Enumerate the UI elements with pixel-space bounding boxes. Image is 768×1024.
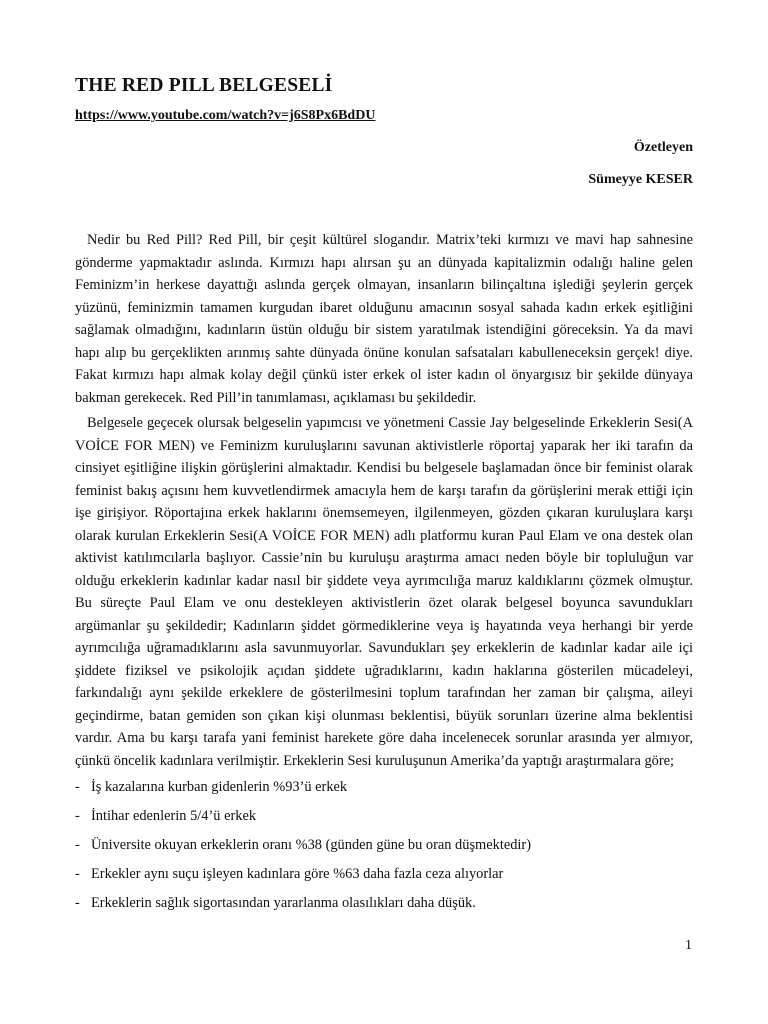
list-item-text: Erkeklerin sağlık sigortasından yararlanma olasılıkları daha düşük. xyxy=(91,895,476,911)
list-item-text: Üniversite okuyan erkeklerin oranı %38 (günden güne bu oran düşmektedir) xyxy=(91,837,531,853)
list-item-text: İş kazalarına kurban gidenlerin %93’ü erkek xyxy=(91,779,348,795)
video-link[interactable]: https://www.youtube.com/watch?v=j6S8Px6BdDU xyxy=(75,108,376,123)
paragraph: Belgesele geçecek olursak belgeselin yapımcısı ve yönetmeni Cassie Jay belgeselinde Erkeklerin Sesi(A VOİCE FOR MEN) ve Feminizm kuruluşlarını savunan aktivistlerle röportaj yaparak her iki tarafın da cinsiyet eşitliğine ilişkin görüşlerini almaktadır. Kendisi bu belgesele başlamadan önce bir feminist olarak feminist bakış açısını hem kuvvetlendirmek amacıyla hem de karşı tarafın da görüşlerini merak ettiği için işe girişiyor. Röportajına erkek haklarını önemsemeyen, ilgilenmeyen, gözden çıkaran kuruluşlara karşı olarak kurulan Erkeklerin Sesi(A VOİCE FOR MEN) adlı platformu kuran Paul Elam ve ona destek olan aktivist katılımcılarla başlıyor. Cassie’nin bu kuruluşu araştırma amacı neden böyle bir topluluğun var olduğu erkeklerin kadınlar kadar nasıl bir şiddete veya ayrımcılığa maruz kaldıklarını çözmek olmuştur. Bu süreçte Paul Elam ve onu destekleyen aktivistlerin özet olarak belgesel boyunca savundukları argümanlar şu şekildedir; Kadınların şiddet görmediklerine veya iş hayatında veya herhangi bir yerde ayrımcılığa uğramadıklarını asla savunmuyorlar. Savundukları şey erkeklerin de kadınlar kadar aile içi şiddete fiziksel ve psikolojik açıdan şiddete uğradıklarını, kadın haklarına gösterilen mücadeleyi, farkındalığı aynı şekilde erkeklere de gösterilmesini toplum tarafından her zaman bir çalışma, aileyi geçindirme, batan gemiden son çıkan kişi olunması beklentisi, büyük sorunları üzerine alma beklentisi vardır. Ama bu karşı tarafa yani feminist harekete göre daha incelenecek sorunlar arasında yer almıyor, çünkü öncelik kadınlara verilmiştir. Erkeklerin Sesi kuruluşunun Amerika’da yaptığı araştırmalara göre; xyxy=(75,415,693,769)
document-body xyxy=(75,229,693,921)
list-item xyxy=(75,834,693,863)
document-title: THE RED PILL BELGESELİ xyxy=(75,75,333,96)
list-item xyxy=(75,805,693,834)
bullet-dash: - xyxy=(75,895,80,911)
bullet-dash: - xyxy=(75,808,80,824)
list-item-text: İntihar edenlerin 5/4’ü erkek xyxy=(91,808,257,824)
list-item xyxy=(75,776,693,805)
author-name: Sümeyye KESER xyxy=(588,172,693,187)
statistics-list xyxy=(75,776,693,921)
bullet-dash: - xyxy=(75,837,80,853)
author-label: Özetleyen xyxy=(633,140,693,155)
list-item xyxy=(75,863,693,892)
bullet-dash: - xyxy=(75,866,80,882)
bullet-dash: - xyxy=(75,779,80,795)
paragraph: Nedir bu Red Pill? Red Pill, bir çeşit kültürel slogandır. Matrix’teki kırmızı ve mavi hap sahnesine gönderme yapmaktadır aslında. Kırmızı hapı alırsan şu an dünyada kapitalizmin odalığı haline gelen Feminizm’in herkese dayattığı aslında gerçek olmayan, insanların bilinçaltına işlediği şeylerin gerçek yüzünü, feminizmin tamamen kurgudan ibaret olduğunu amacının sosyal sahada kadın erkek eşitliğini sağlamak olmadığını, kadınların üstün olduğu bir sistem yaratılmak istendiğini göreceksin. Ya da mavi hapı alıp bu gerçeklikten arınmış sahte dünyada önüne konulan safsataları kabulleneceksin gerçek! diye. Fakat kırmızı hapı almak kolay değil çünkü ister erkek ol ister kadın ol önyargısız bir şekilde dünyaya bakman gerekecek. Red Pill’in tanımlaması, açıklaması bu şekildedir. xyxy=(75,232,693,406)
page-number: 1 xyxy=(685,938,692,953)
list-item-text: Erkekler aynı suçu işleyen kadınlara göre %63 daha fazla ceza alıyorlar xyxy=(91,866,504,882)
list-item xyxy=(75,892,693,921)
